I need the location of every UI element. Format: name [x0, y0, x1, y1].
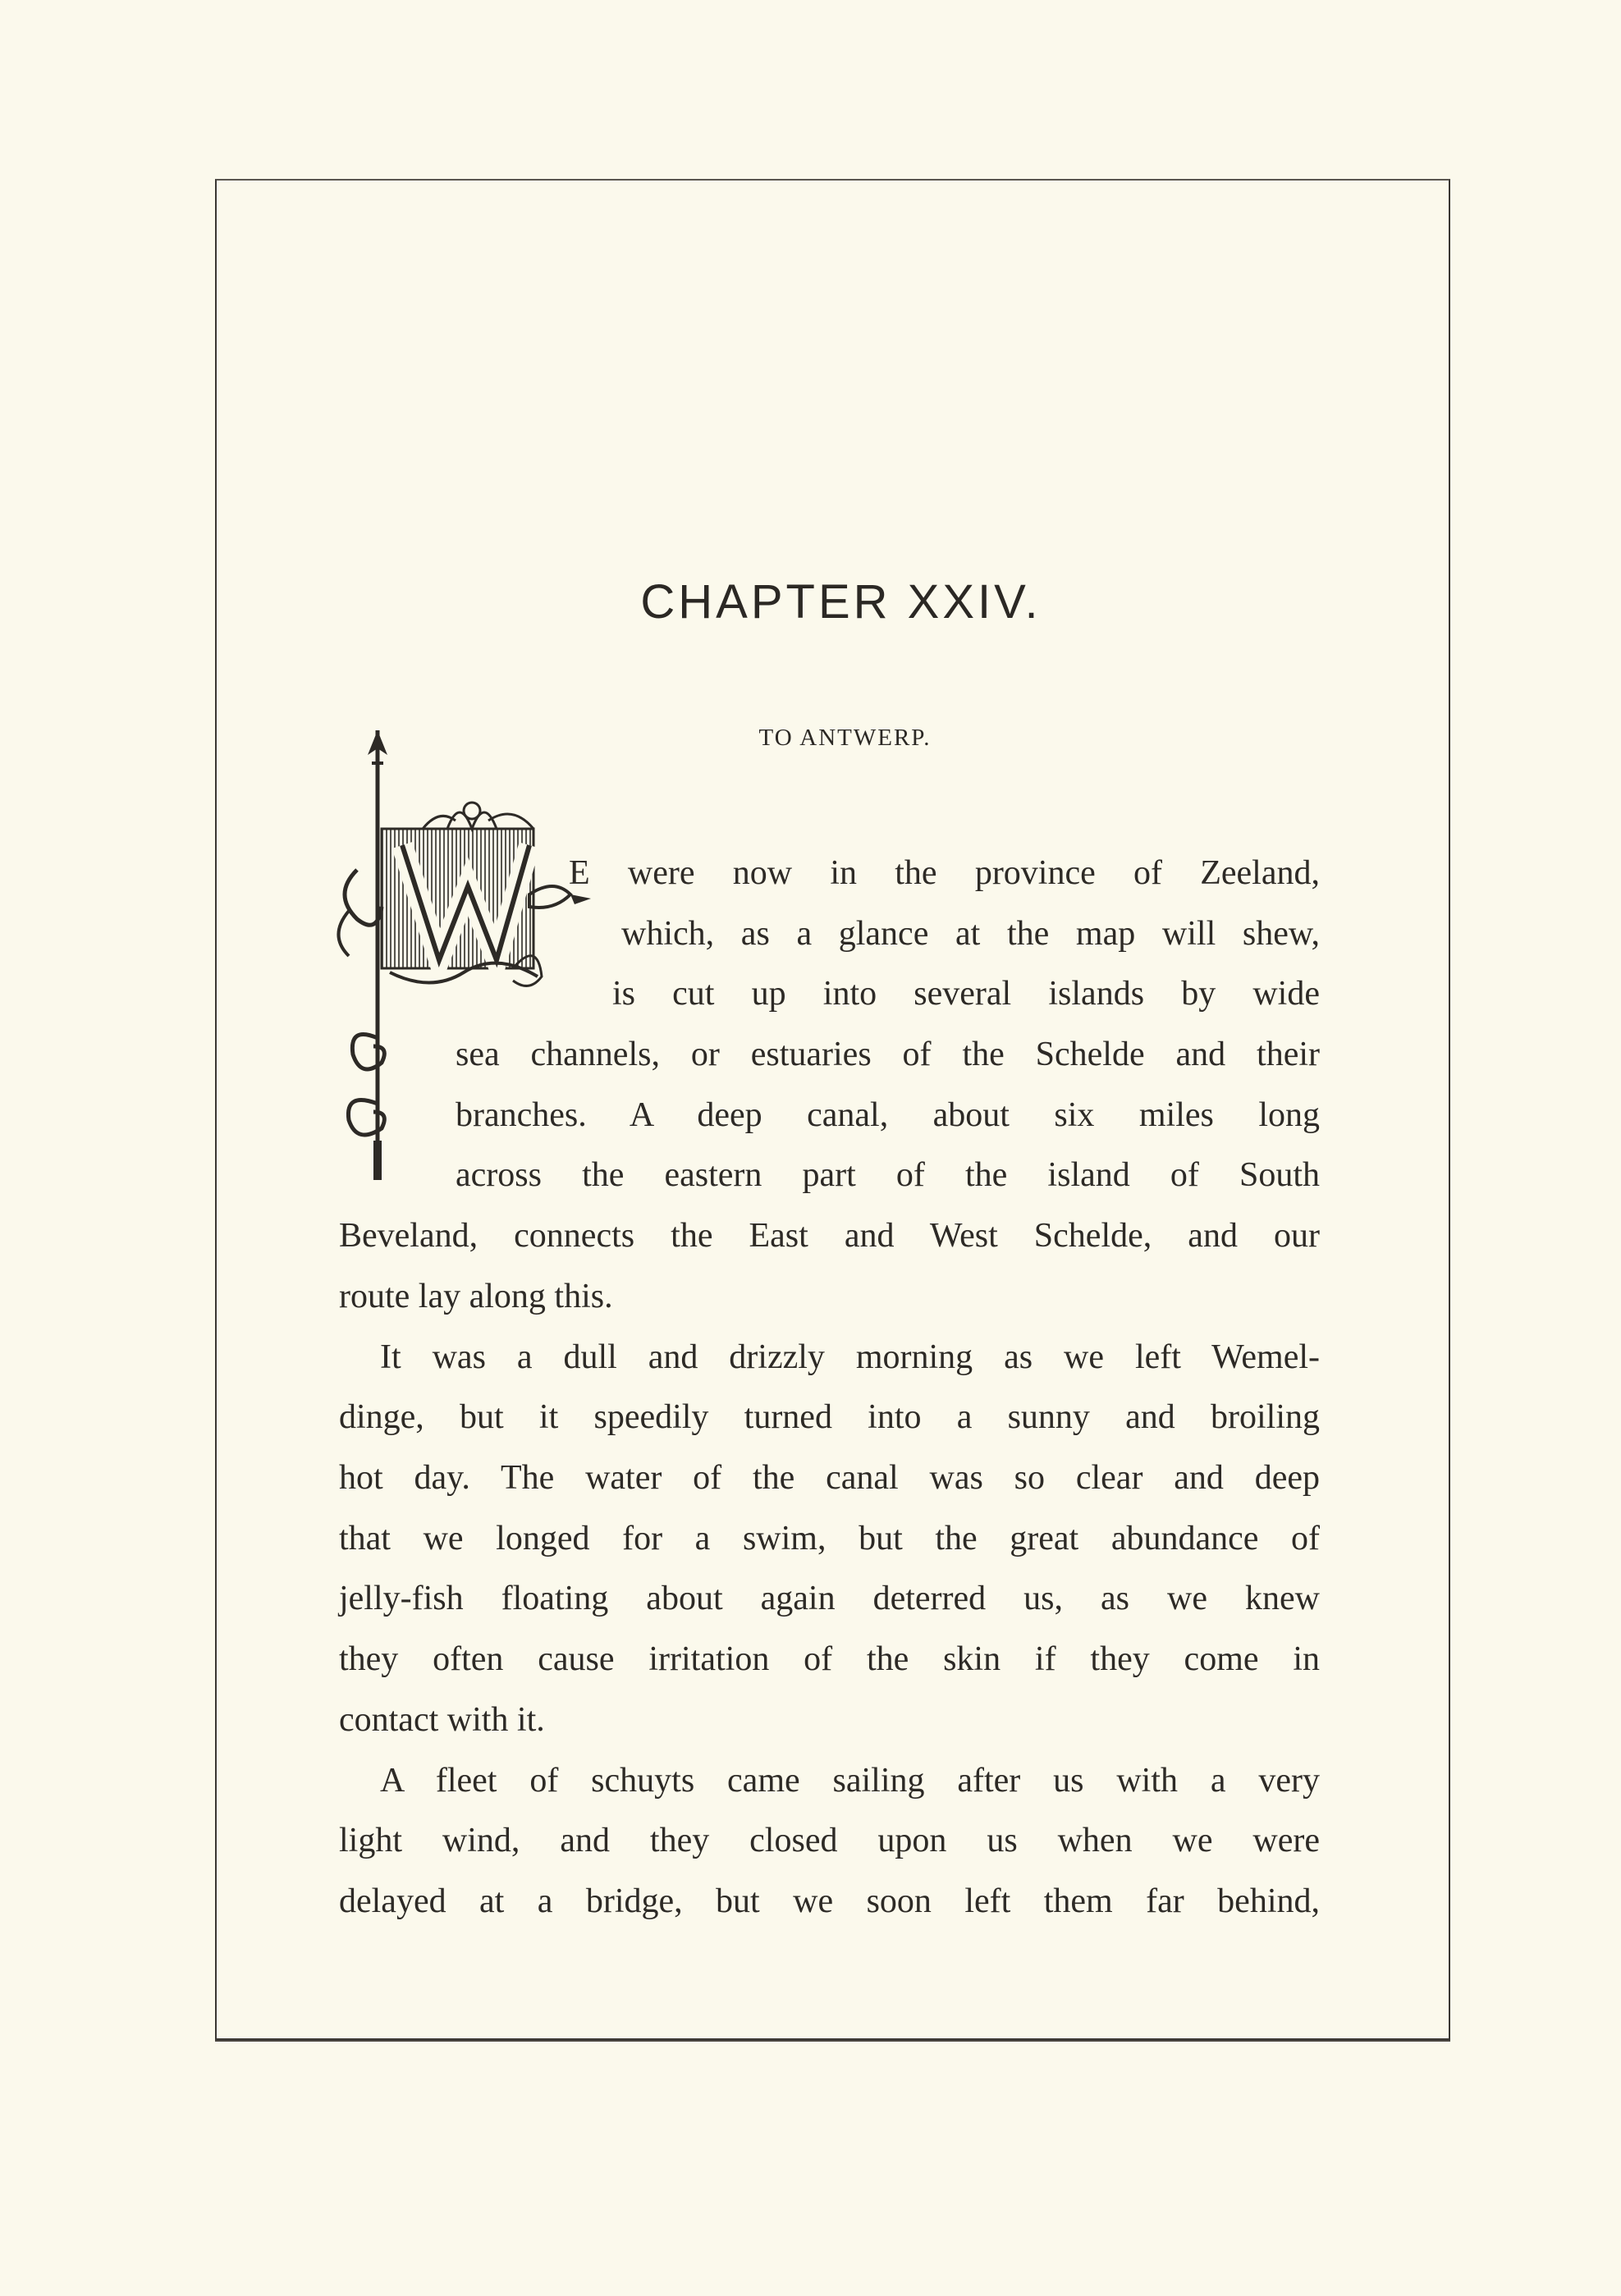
text-line: is cut up into several islands by wide [612, 975, 1320, 1013]
text-line: light wind, and they closed upon us when we were [339, 1822, 1320, 1859]
text-line: sea channels, or estuaries of the Schelde and their [456, 1036, 1320, 1073]
text-line: dinge, but it speedily turned into a sunny and broiling [339, 1398, 1320, 1436]
text-line: It was a dull and drizzly morning as we left Wemel- [380, 1338, 1320, 1376]
text-line: route lay along this. [339, 1278, 613, 1315]
text-line: delayed at a bridge, but we soon left them far behind, [339, 1882, 1320, 1920]
text-line: that we longed for a swim, but the great abundance of [339, 1520, 1320, 1557]
text-line: E were now in the province of Zeeland, [569, 854, 1320, 892]
text-line: contact with it. [339, 1701, 545, 1739]
text-line: across the eastern part of the island of South [456, 1156, 1320, 1194]
text-line: jelly-fish floating about again deterred us, as we knew [339, 1580, 1320, 1617]
frame-bottom-rule [215, 2040, 1450, 2042]
text-line: Beveland, connects the East and West Schelde, and our [339, 1217, 1320, 1255]
chapter-title: CHAPTER XXIV. [640, 575, 1042, 629]
text-line: A fleet of schuyts came sailing after us with a very [380, 1762, 1320, 1800]
text-line: they often cause irritation of the skin if they come in [339, 1640, 1320, 1678]
text-line: hot day. The water of the canal was so clear and deep [339, 1459, 1320, 1497]
chapter-subtitle: TO ANTWERP. [758, 725, 932, 751]
text-line: branches. A deep canal, about six miles long [456, 1096, 1320, 1134]
text-line: which, as a glance at the map will shew, [621, 915, 1320, 953]
